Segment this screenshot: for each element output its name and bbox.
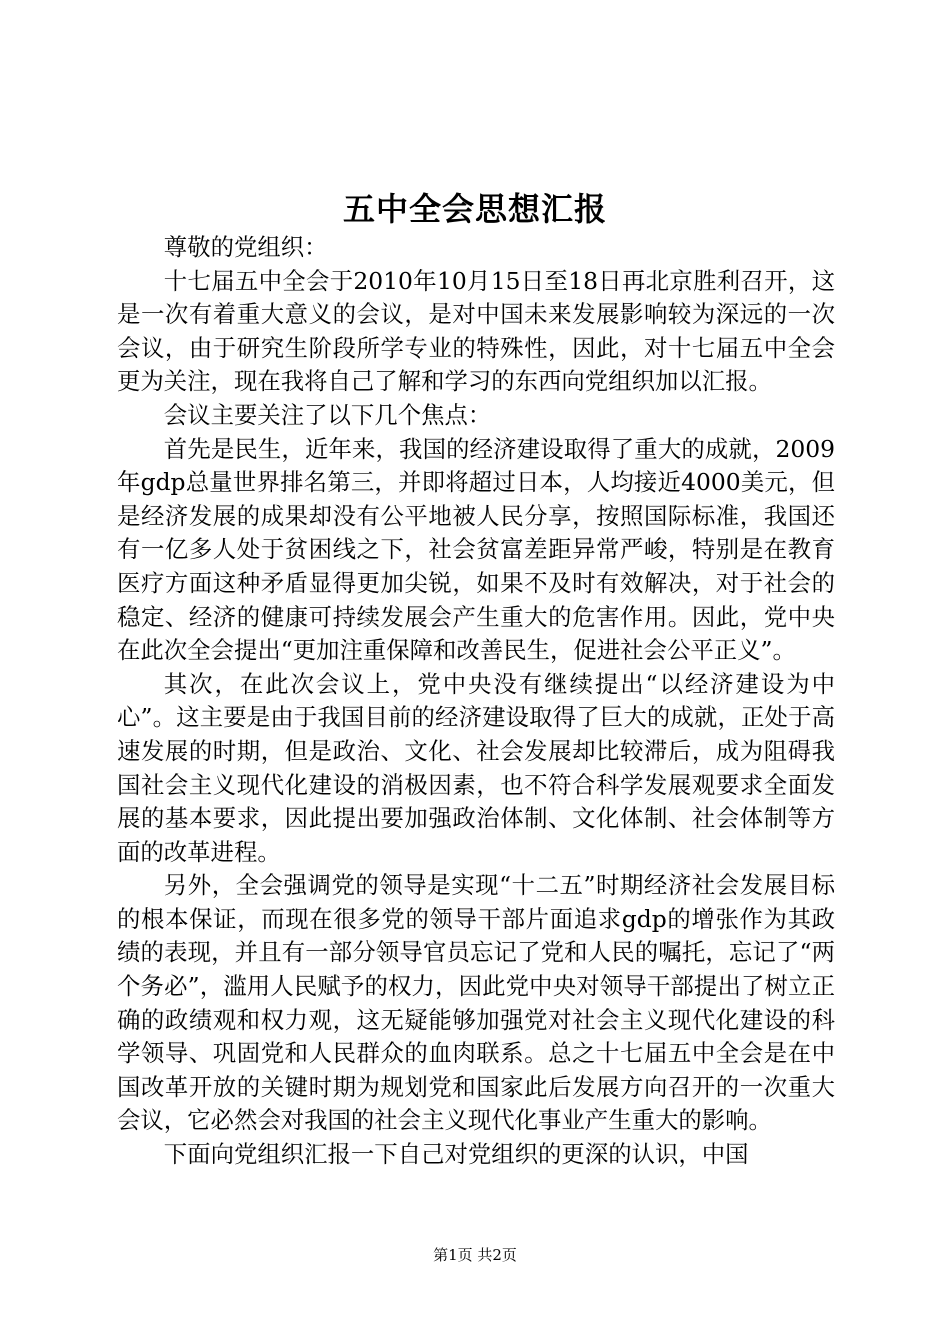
page-number-footer: 第1页 共2页 bbox=[433, 1246, 517, 1264]
paragraph-livelihood: 首先是民生，近年来，我国的经济建设取得了重大的成就，2009年gdp总量世界排名第三，并即将超过日本，人均接近4000美元，但是经济发展的成果却没有公平地被人民分享，按照国际标准，我国还有一亿多人处于贫困线之下，社会贫富差距异常严峻，特别是在教育医疗方面这种矛盾显得更加尖锐，如果不及时有效解决，对于社会的稳定、经济的健康可持续发展会产生重大的危害作用。因此，党中央在此次全会提出“更加注重保障和改善民生，促进社会公平正义”。 bbox=[117, 434, 835, 665]
paragraph-economic-center: 其次，在此次会议上，党中央没有继续提出“以经济建设为中心”。这主要是由于我国目前的经济建设取得了巨大的成就，正处于高速发展的时期，但是政治、文化、社会发展却比较滞后，成为阻碍我国社会主义现代化建设的消极因素，也不符合科学发展观要求全面发展的基本要求，因此提出要加强政治体制、文化体制、社会体制等方面的改革进程。 bbox=[117, 669, 835, 866]
salutation: 尊敬的党组织： bbox=[163, 233, 328, 261]
paragraph-continuation: 下面向党组织汇报一下自己对党组织的更深的认识，中国 bbox=[163, 1140, 749, 1169]
document-body bbox=[117, 231, 835, 1172]
paragraph-intro: 十七届五中全会于2010年10月15日至18日再北京胜利召开，这是一次有着重大意义的会议，是对中国未来发展影响较为深远的一次会议，由于研究生阶段所学专业的特殊性，因此，对十七届五中全会更为关注，现在我将自己了解和学习的东西向党组织加以汇报。 bbox=[117, 266, 835, 396]
paragraph-party-leadership: 另外，全会强调党的领导是实现“十二五”时期经济社会发展目标的根本保证，而现在很多党的领导干部片面追求gdp的增张作为其政绩的表现，并且有一部分领导官员忘记了党和人民的嘱托，忘记了“两个务必”，滥用人民赋予的权力，因此党中央对领导干部提出了树立正确的政绩观和权力观，这无疑能够加强党对社会主义现代化建设的科学领导、巩固党和人民群众的血肉联系。总之十七届五中全会是在中国改革开放的关键时期为规划党和国家此后发展方向召开的一次重大会议，它必然会对我国的社会主义现代化事业产生重大的影响。 bbox=[117, 871, 835, 1135]
document-title: 五中全会思想汇报 bbox=[342, 190, 607, 228]
paragraph-focus-heading: 会议主要关注了以下几个焦点： bbox=[163, 400, 492, 429]
